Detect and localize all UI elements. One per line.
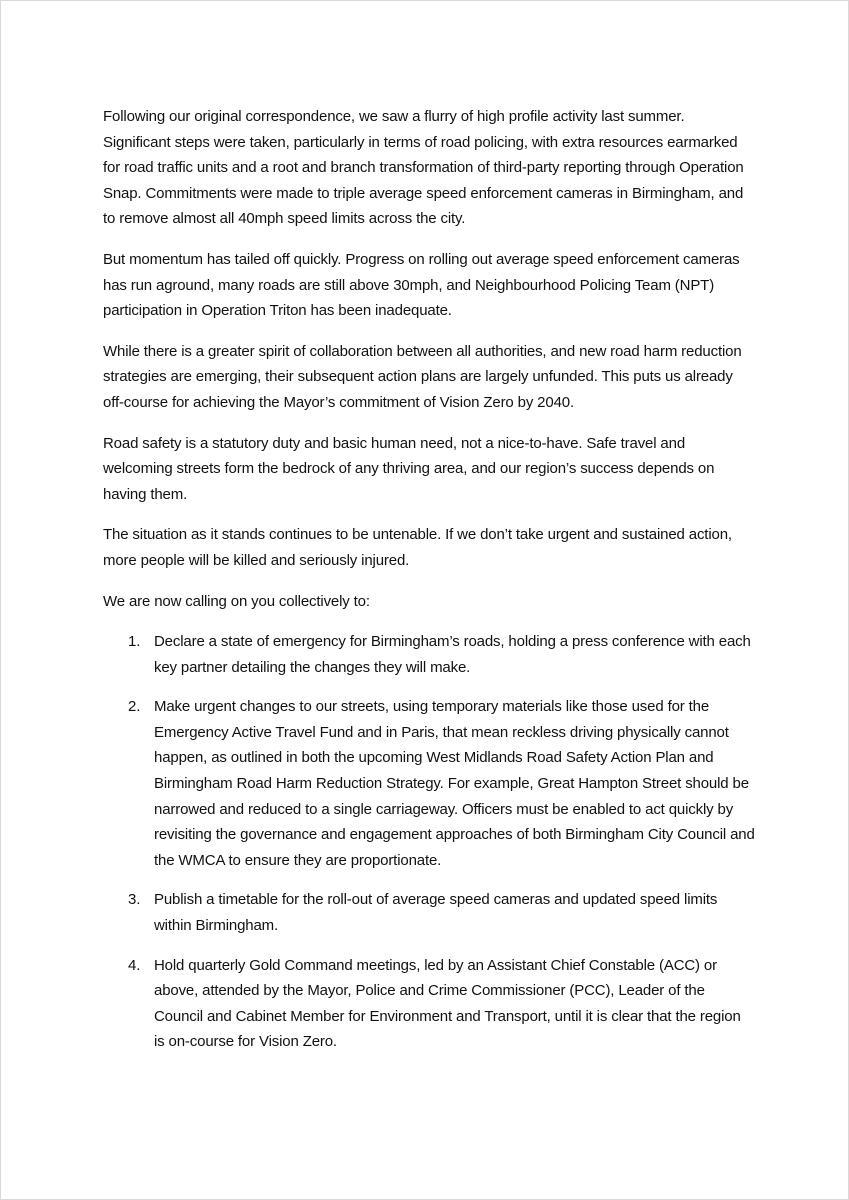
paragraph-4: Road safety is a statutory duty and basic human need, not a nice-to-have. Safe travel and welcoming streets form the bedrock of any thriving area, and our region’s success depends on having them. (103, 434, 715, 503)
list-item (103, 694, 755, 873)
list-item-number: 2. (128, 698, 141, 716)
paragraph-1: Following our original correspondence, we saw a flurry of high profile activity last summer. Significant steps were taken, particularly in terms of road policing, with extra resources earmarked for road traffic units and a root and branch transformation of third-party reporting through Operation Snap. Commitments were made to triple average speed enforcement cameras in Birmingham, and to remove almost all 40mph speed limits across the city. (103, 108, 744, 228)
list-item-number: 3. (128, 891, 141, 909)
list-item-text: Declare a state of emergency for Birmingham’s roads, holding a press conference with each key partner detailing the changes they will make. (154, 633, 751, 676)
letter-body (103, 104, 755, 1069)
list-item (103, 629, 755, 680)
paragraph-5: The situation as it stands continues to be untenable. If we don’t take urgent and sustained action, more people will be killed and seriously injured. (103, 526, 732, 569)
paragraph-3: While there is a greater spirit of collaboration between all authorities, and new road harm reduction strategies are emerging, their subsequent action plans are largely unfunded. This puts us already off-course for achieving the Mayor’s commitment of Vision Zero by 2040. (103, 342, 742, 411)
list-item-text: Make urgent changes to our streets, using temporary materials like those used for the Emergency Active Travel Fund and in Paris, that mean reckless driving physically cannot happen, as outlined in both the upcoming West Midlands Road Safety Action Plan and Birmingham Road Harm Reduction Strategy. For example, Great Hampton Street should be narrowed and reduced to a single carriageway. Officers must be enabled to act quickly by revisiting the governance and engagement approaches of both Birmingham City Council and the WMCA to ensure they are proportionate. (154, 698, 755, 869)
list-item (103, 953, 755, 1055)
demands-list (103, 629, 755, 1055)
list-item (103, 887, 755, 938)
list-item-number: 1. (128, 633, 141, 651)
list-item-text: Publish a timetable for the roll-out of average speed cameras and updated speed limits within Birmingham. (154, 891, 718, 935)
list-item-number: 4. (128, 956, 141, 974)
list-item-text: Hold quarterly Gold Command meetings, led by an Assistant Chief Constable (ACC) or above, attended by the Mayor, Police and Crime Commissioner (PCC), Leader of the Council and Cabinet Member for Environment and Transport, until it is clear that the region is on-course for Vision Zero. (154, 956, 741, 1051)
paragraph-6: We are now calling on you collectively to: (103, 592, 370, 610)
paragraph-2: But momentum has tailed off quickly. Progress on rolling out average speed enforcement cameras has run aground, many roads are still above 30mph, and Neighbourhood Policing Team (NPT) participation in Operation Triton has been inadequate. (103, 250, 740, 320)
